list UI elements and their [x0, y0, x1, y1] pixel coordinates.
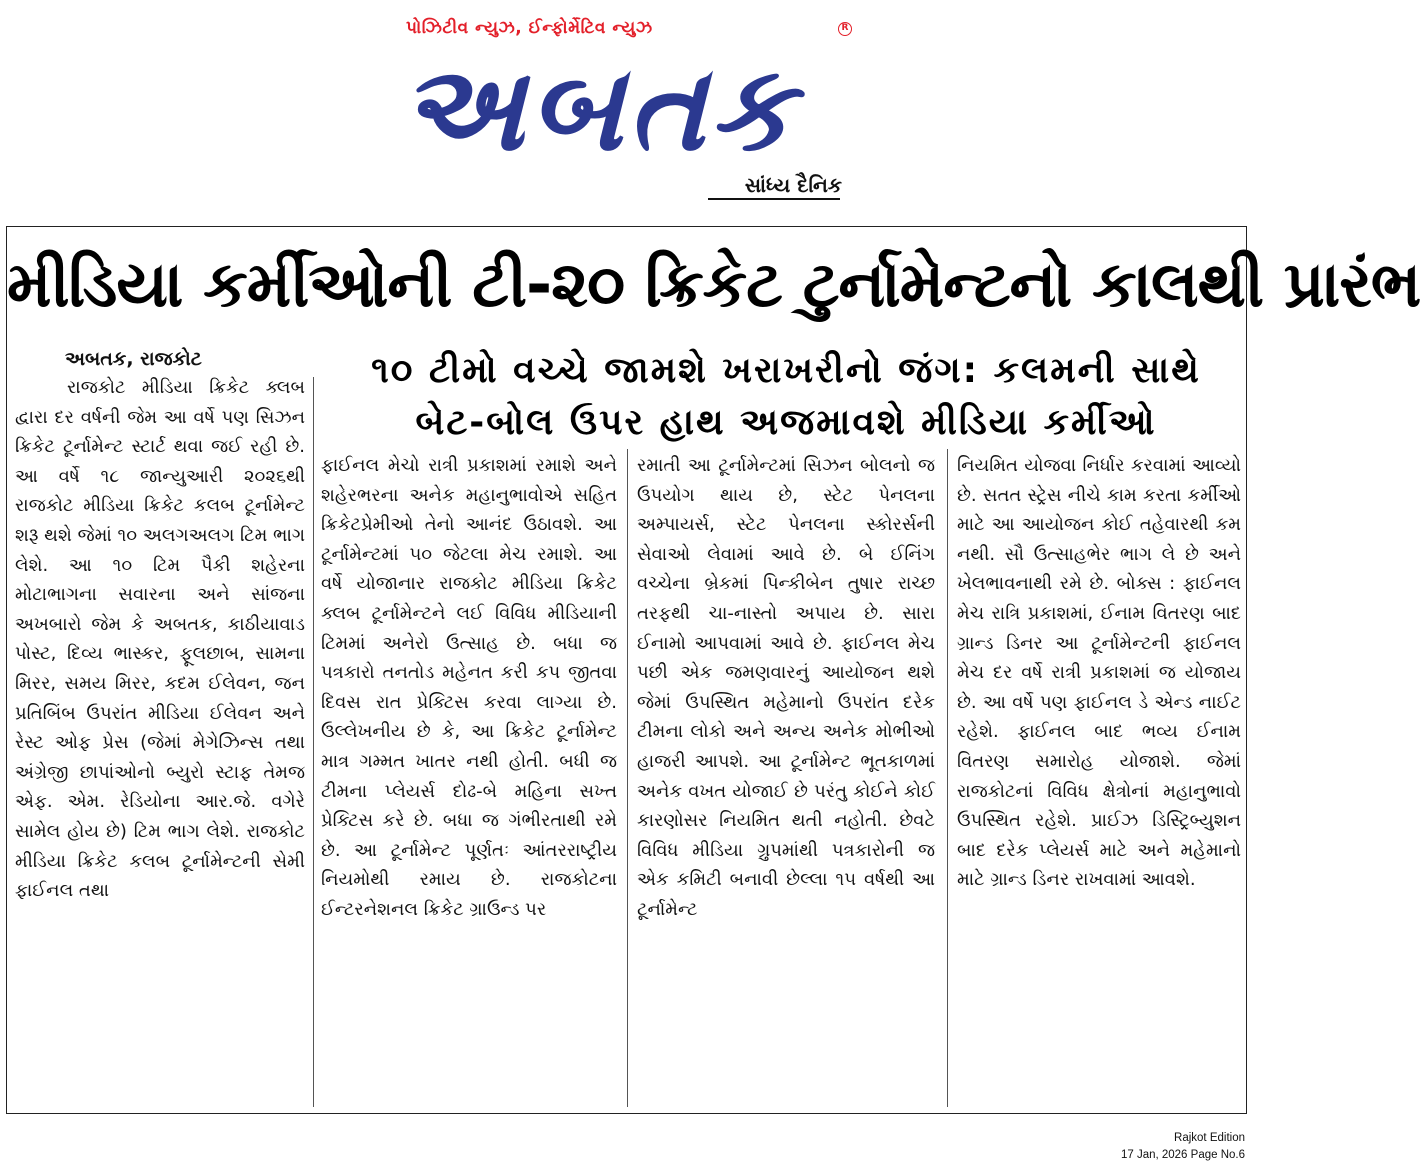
news-article — [6, 226, 1420, 1114]
registered-mark-icon: R — [838, 22, 852, 36]
edition-name: Rajkot Edition — [1174, 1132, 1245, 1144]
newspaper-logo: અબતક — [400, 39, 797, 177]
column-divider — [947, 449, 948, 1107]
masthead — [400, 18, 852, 203]
masthead-subtag: સાંધ્ય દૈનિક — [744, 173, 842, 197]
article-column-3: રમાતી આ ટૂર્નામેન્ટમાં સિઝન બોલનો જ ઉપયોગ થાય છે, સ્ટેટ પેનલના અમ્પાયર્સ, સ્ટેટ પેનલના સ્કોરર્સની સેવાઓ લેવામાં આવે છે. બે ઈનિંગ વચ્ચેના બ્રેકમાં પિન્કીબેન તુષાર રાચ્છ તરફથી ચા-નાસ્તો અપાય છે. સારા ઈનામો આપવામાં આવે છે. ફાઈનલ મેચ પછી એક જમણવારનું આયોજન થશે જેમાં ઉપસ્થિત મહેમાનો ઉપરાંત દરેક ટીમના લોકો અને અન્ય અનેક મોભીઓ હાજરી આપશે. આ ટૂર્નામેન્ટ ભૂતકાળમાં અનેક વખત યોજાઈ છે પરંતુ કોઈને કોઈ કારણોસર નિયમિત થતી નહોતી. છેવટે વિવિધ મીડિયા ગ્રુપમાંથી પત્રકારોની જ એક કમિટી બનાવી છેલ્લા ૧૫ વર્ષથી આ ટૂર્નામેન્ટ — [637, 455, 935, 920]
article-headline: મીડિયા કર્મીઓની ટી-૨૦ ક્રિકેટ ટુર્નામેન્ટનો કાલથી પ્રારંભ — [7, 248, 1420, 321]
column-divider — [313, 377, 314, 1107]
masthead-tagline: પોઝિટીવ ન્યુઝ, ઈન્ફોર્મેટિવ ન્યુઝ — [406, 18, 653, 38]
article-column-4: નિયમિત યોજવા નિર્ધાર કરવામાં આવ્યો છે. સતત સ્ટ્રેસ નીચે કામ કરતા કર્મીઓ માટે આ આયોજન કોઈ તહેવારથી કમ નથી. સૌ ઉત્સાહભેર ભાગ લે છે અને ખેલભાવનાથી રમે છે. બોક્સ : ફાઈનલ મેચ રાત્રિ પ્રકાશમાં, ઈનામ વિતરણ બાદ ગ્રાન્ડ ડિનર આ ટૂર્નામેન્ટની ફાઈનલ મેચ દર વર્ષે રાત્રી પ્રકાશમાં જ યોજાય છે. આ વર્ષે પણ ફાઈનલ ડે એન્ડ નાઈટ રહેશે. ફાઈનલ બાદ ભવ્ય ઈનામ વિતરણ સમારોહ યોજાશે. જેમાં રાજકોટનાં વિવિધ ક્ષેત્રોનાં મહાનુભાવો ઉપસ્થિત રહેશે. પ્રાઈઝ ડિસ્ટ્રિબ્યુશન બાદ દરેક પ્લેયર્સ માટે અને મહેમાનો માટે ગ્રાન્ડ ડિનર રાખવામાં આવશે. — [957, 455, 1241, 891]
subheadline-line-2: બેટ-બોલ ઉપર હાથ અજમાવશે મીડિયા કર્મીઓ — [415, 402, 1157, 443]
article-column-2: ફાઈનલ મેચો રાત્રી પ્રકાશમાં રમાશે અને શહેરભરના અનેક મહાનુભાવોએ સહિત ક્રિકેટપ્રેમીઓ તેનો આનંદ ઉઠાવશે. આ ટૂર્નામેન્ટમાં ૫૦ જેટલા મેચ રમાશે. આ વર્ષે યોજાનાર રાજકોટ મીડિયા ક્રિકેટ ક્લબ ટૂર્નામેન્ટને લઈ વિવિધ મીડિયાની ટિમમાં અનેરો ઉત્સાહ છે. બધા જ પત્રકારો તનતોડ મહેનત કરી કપ જીતવા દિવસ રાત પ્રેક્ટિસ કરવા લાગ્યા છે. ઉલ્લેખનીય છે કે, આ ક્રિકેટ ટૂર્નામેન્ટ માત્ર ગમ્મત ખાતર નથી હોતી. બધી જ ટીમના પ્લેયર્સ દોઢ-બે મહિના સખ્ત પ્રેક્ટિસ કરે છે. બધા જ ગંભીરતાથી રમે છે. આ ટૂર્નામેન્ટ પૂર્ણતઃ આંતરરાષ્ટ્રીય નિયમોથી રમાય છે. રાજકોટના ઈન્ટરનેશનલ ક્રિકેટ ગ્રાઉન્ડ પર — [321, 455, 617, 920]
subheadline-line-1: ૧૦ ટીમો વચ્ચે જામશે ખરાખરીનો જંગ: કલમની સાથે — [371, 350, 1201, 391]
subtag-underline — [708, 198, 840, 200]
article-subheadline — [331, 345, 1241, 449]
article-column-1: રાજકોટ મીડિયા ક્રિકેટ ક્લબ દ્વારા દર વર્ષની જેમ આ વર્ષે પણ સિઝન ક્રિકેટ ટૂર્નામેન્ટ સ્ટાર્ટ થવા જઈ રહી છે. આ વર્ષે ૧૮ જાન્યુઆરી ૨૦૨૬થી રાજકોટ મીડિયા ક્રિકેટ કલબ ટૂર્નામેન્ટ શરૂ થશે જેમાં ૧૦ અલગઅલગ ટિમ ભાગ લેશે. આ ૧૦ ટિમ પૈકી શહેરના મોટાભાગના સવારના અને સાંજના અખબારો જેમ કે અબતક, કાઠીયાવાડ પોસ્ટ, દિવ્ય ભાસ્કર, ફૂલછાબ, સામના મિરર, સમય મિરર, કદમ ઈલેવન, જન પ્રતિબિંબ ઉપરાંત મીડિયા ઈલેવન અને રેસ્ટ ઓફ પ્રેસ (જેમાં મેગેઝિન્સ તથા અંગ્રેજી છાપાંઓનો બ્યુરો સ્ટાફ તેમજ એફ. એમ. રેડિયોના આર.જે. વગેરે સામેલ હોય છે) ટિમ ભાગ લેશે. રાજકોટ મીડિયા ક્રિકેટ કલબ ટૂર્નામેન્ટની સેમી ફાઈનલ તથા — [15, 377, 305, 902]
edition-info — [1121, 1130, 1245, 1164]
edition-date-page: 17 Jan, 2026 Page No.6 — [1120, 1149, 1245, 1161]
column-divider — [627, 449, 628, 1107]
article-byline: અબતક, રાજકોટ — [65, 348, 202, 370]
